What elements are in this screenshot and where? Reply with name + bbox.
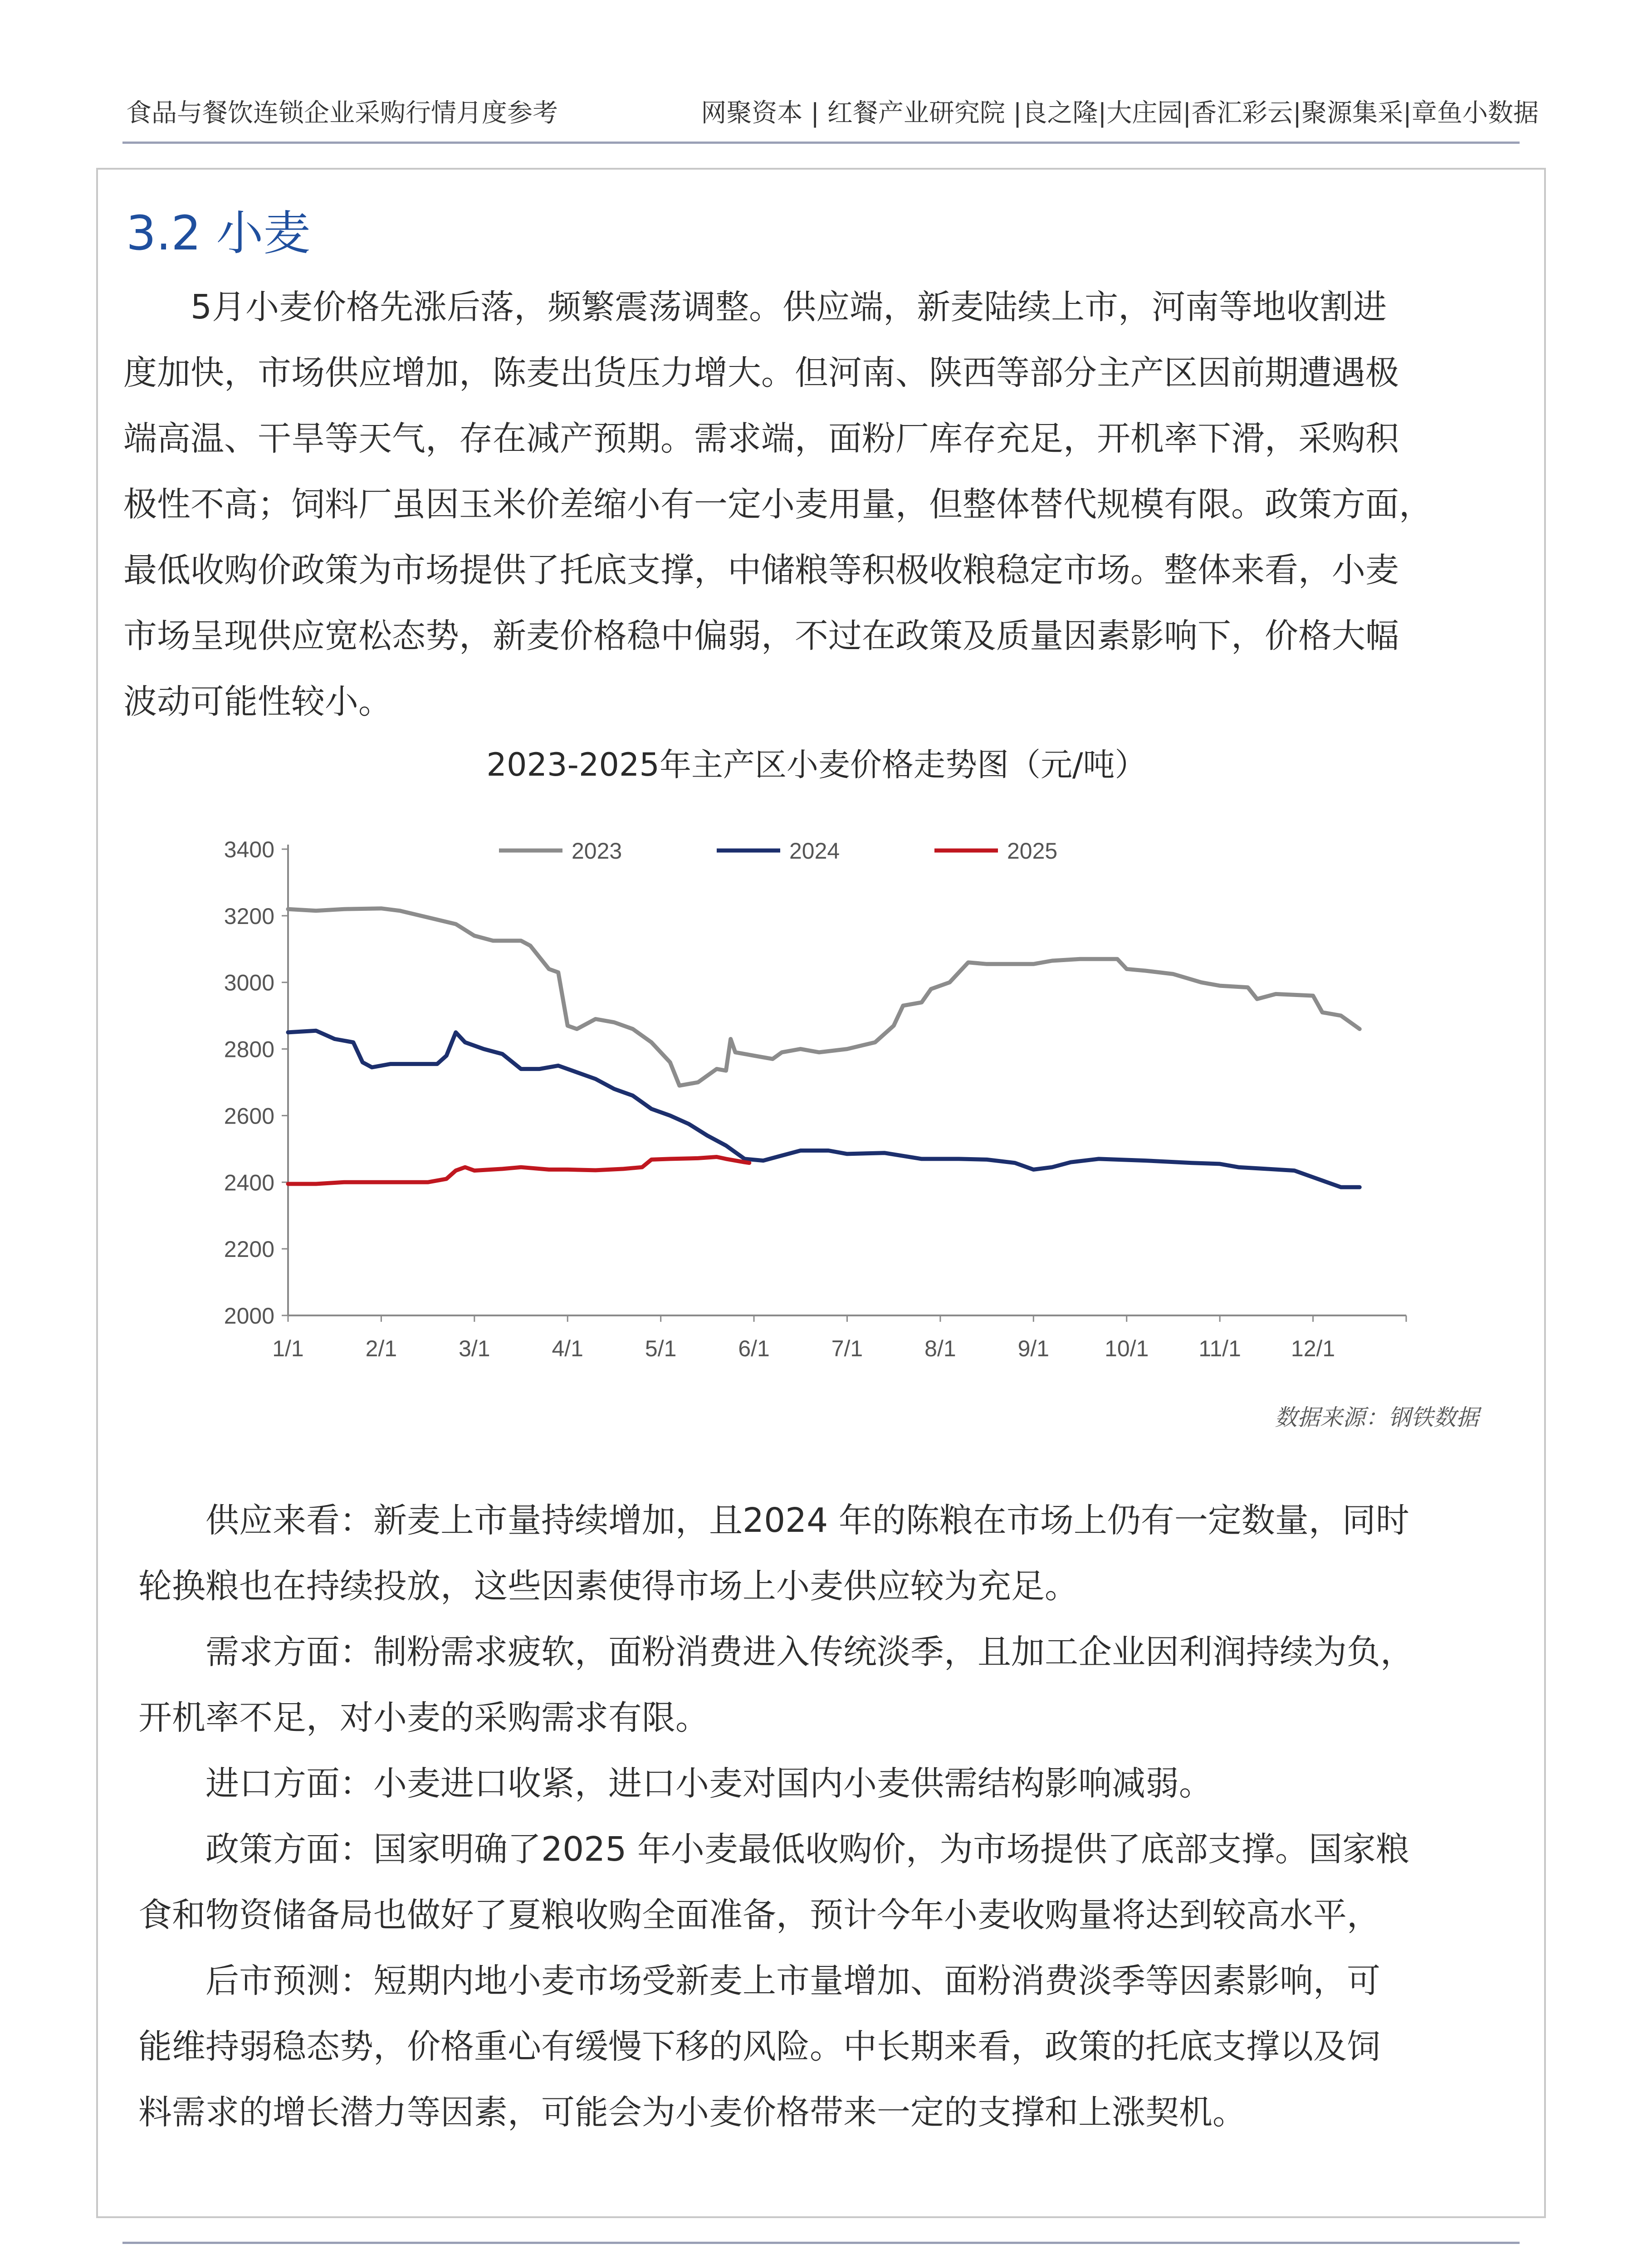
series-line-2024: [288, 1031, 1359, 1187]
paragraph-line: 端高温、干旱等天气，存在减产预期。需求端，面粉厂库存充足，开机率下滑，采购积: [123, 419, 1399, 458]
paragraph-line: 开机率不足，对小麦的采购需求有限。: [138, 1698, 709, 1737]
x-tick-label: 4/1: [552, 1336, 584, 1361]
paragraph-line: 最低收购价政策为市场提供了托底支撑，中储粮等积极收粮稳定市场。整体来看，小麦: [123, 551, 1399, 590]
x-tick-label: 11/1: [1198, 1336, 1241, 1361]
x-tick-label: 7/1: [831, 1336, 863, 1361]
x-tick-label: 6/1: [738, 1336, 770, 1361]
footer-divider: [122, 2242, 1520, 2244]
paragraph-line: 市场呈现供应宽松态势，新麦价格稳中偏弱，不过在政策及质量因素影响下，价格大幅: [123, 616, 1399, 655]
series-line-2023: [288, 909, 1359, 1086]
paragraph-line: 供应来看：新麦上市量持续增加，且2024 年的陈粮在市场上仍有一定数量，同时: [138, 1501, 1409, 1540]
chart-title: 2023-2025年主产区小麦价格走势图（元/吨）: [486, 746, 1147, 783]
paragraph-line: 食和物资储备局也做好了夏粮收购全面准备，预计今年小麦收购量将达到较高水平，: [138, 1896, 1380, 1935]
paragraph-line: 料需求的增长潜力等因素，可能会为小麦价格带来一定的支撑和上涨契机。: [138, 2093, 1246, 2132]
header-partners: 网聚资本 | 红餐产业研究院 |良之隆|大庄园|香汇彩云|聚源集采|章鱼小数据: [701, 98, 1539, 128]
paragraph-line: 波动可能性较小。: [123, 682, 392, 721]
y-tick-label: 2800: [224, 1036, 274, 1062]
section-title: 3.2 小麦: [126, 205, 311, 261]
paragraph-line: 进口方面：小麦进口收紧，进口小麦对国内小麦供需结构影响减弱。: [138, 1764, 1213, 1803]
x-tick-label: 2/1: [365, 1336, 397, 1361]
paragraph-line: 极性不高；饲料厂虽因玉米价差缩小有一定小麦用量，但整体替代规模有限。政策方面，: [123, 485, 1433, 524]
paragraph-line: 度加快，市场供应增加，陈麦出货压力增大。但河南、陕西等部分主产区因前期遭遇极: [123, 353, 1399, 392]
y-tick-label: 2600: [224, 1103, 274, 1129]
legend-label-2024: 2024: [789, 838, 840, 864]
x-tick-label: 5/1: [645, 1336, 677, 1361]
y-tick-label: 3200: [224, 903, 274, 929]
paragraph-line: 需求方面：制粉需求疲软，面粉消费进入传统淡季，且加工企业因利润持续为负，: [138, 1633, 1414, 1672]
header-divider: [122, 142, 1520, 144]
x-tick-label: 1/1: [272, 1336, 304, 1361]
header-report-title: 食品与餐饮连锁企业采购行情月度参考: [126, 98, 558, 128]
x-tick-label: 12/1: [1291, 1336, 1335, 1361]
legend-label-2025: 2025: [1007, 838, 1058, 864]
analysis-paragraph: [138, 1488, 1545, 2146]
legend-label-2023: 2023: [572, 838, 622, 864]
wheat-price-chart: [191, 816, 1461, 1370]
x-tick-label: 10/1: [1105, 1336, 1149, 1361]
paragraph-line: 5月小麦价格先涨后落，频繁震荡调整。供应端，新麦陆续上市，河南等地收割进: [123, 288, 1387, 327]
series-line-2025: [288, 1157, 749, 1184]
paragraph-line: 后市预测：短期内地小麦市场受新麦上市量增加、面粉消费淡季等因素影响，可: [138, 1961, 1380, 2000]
paragraph-line: 政策方面：国家明确了2025 年小麦最低收购价，为市场提供了底部支撑。国家粮: [138, 1830, 1409, 1869]
y-tick-label: 3000: [224, 970, 274, 996]
intro-paragraph: [123, 274, 1530, 735]
x-tick-label: 8/1: [924, 1336, 956, 1361]
data-source: 数据来源：钢铁数据: [1275, 1404, 1479, 1431]
y-tick-label: 2400: [224, 1170, 274, 1196]
x-tick-label: 3/1: [459, 1336, 490, 1361]
y-tick-label: 2200: [224, 1237, 274, 1262]
paragraph-line: 轮换粮也在持续投放，这些因素使得市场上小麦供应较为充足。: [138, 1567, 1078, 1606]
y-tick-label: 3400: [224, 837, 274, 862]
x-tick-label: 9/1: [1017, 1336, 1050, 1361]
y-tick-label: 2000: [224, 1303, 274, 1329]
paragraph-line: 能维持弱稳态势，价格重心有缓慢下移的风险。中长期来看，政策的托底支撑以及饲: [138, 2027, 1380, 2066]
